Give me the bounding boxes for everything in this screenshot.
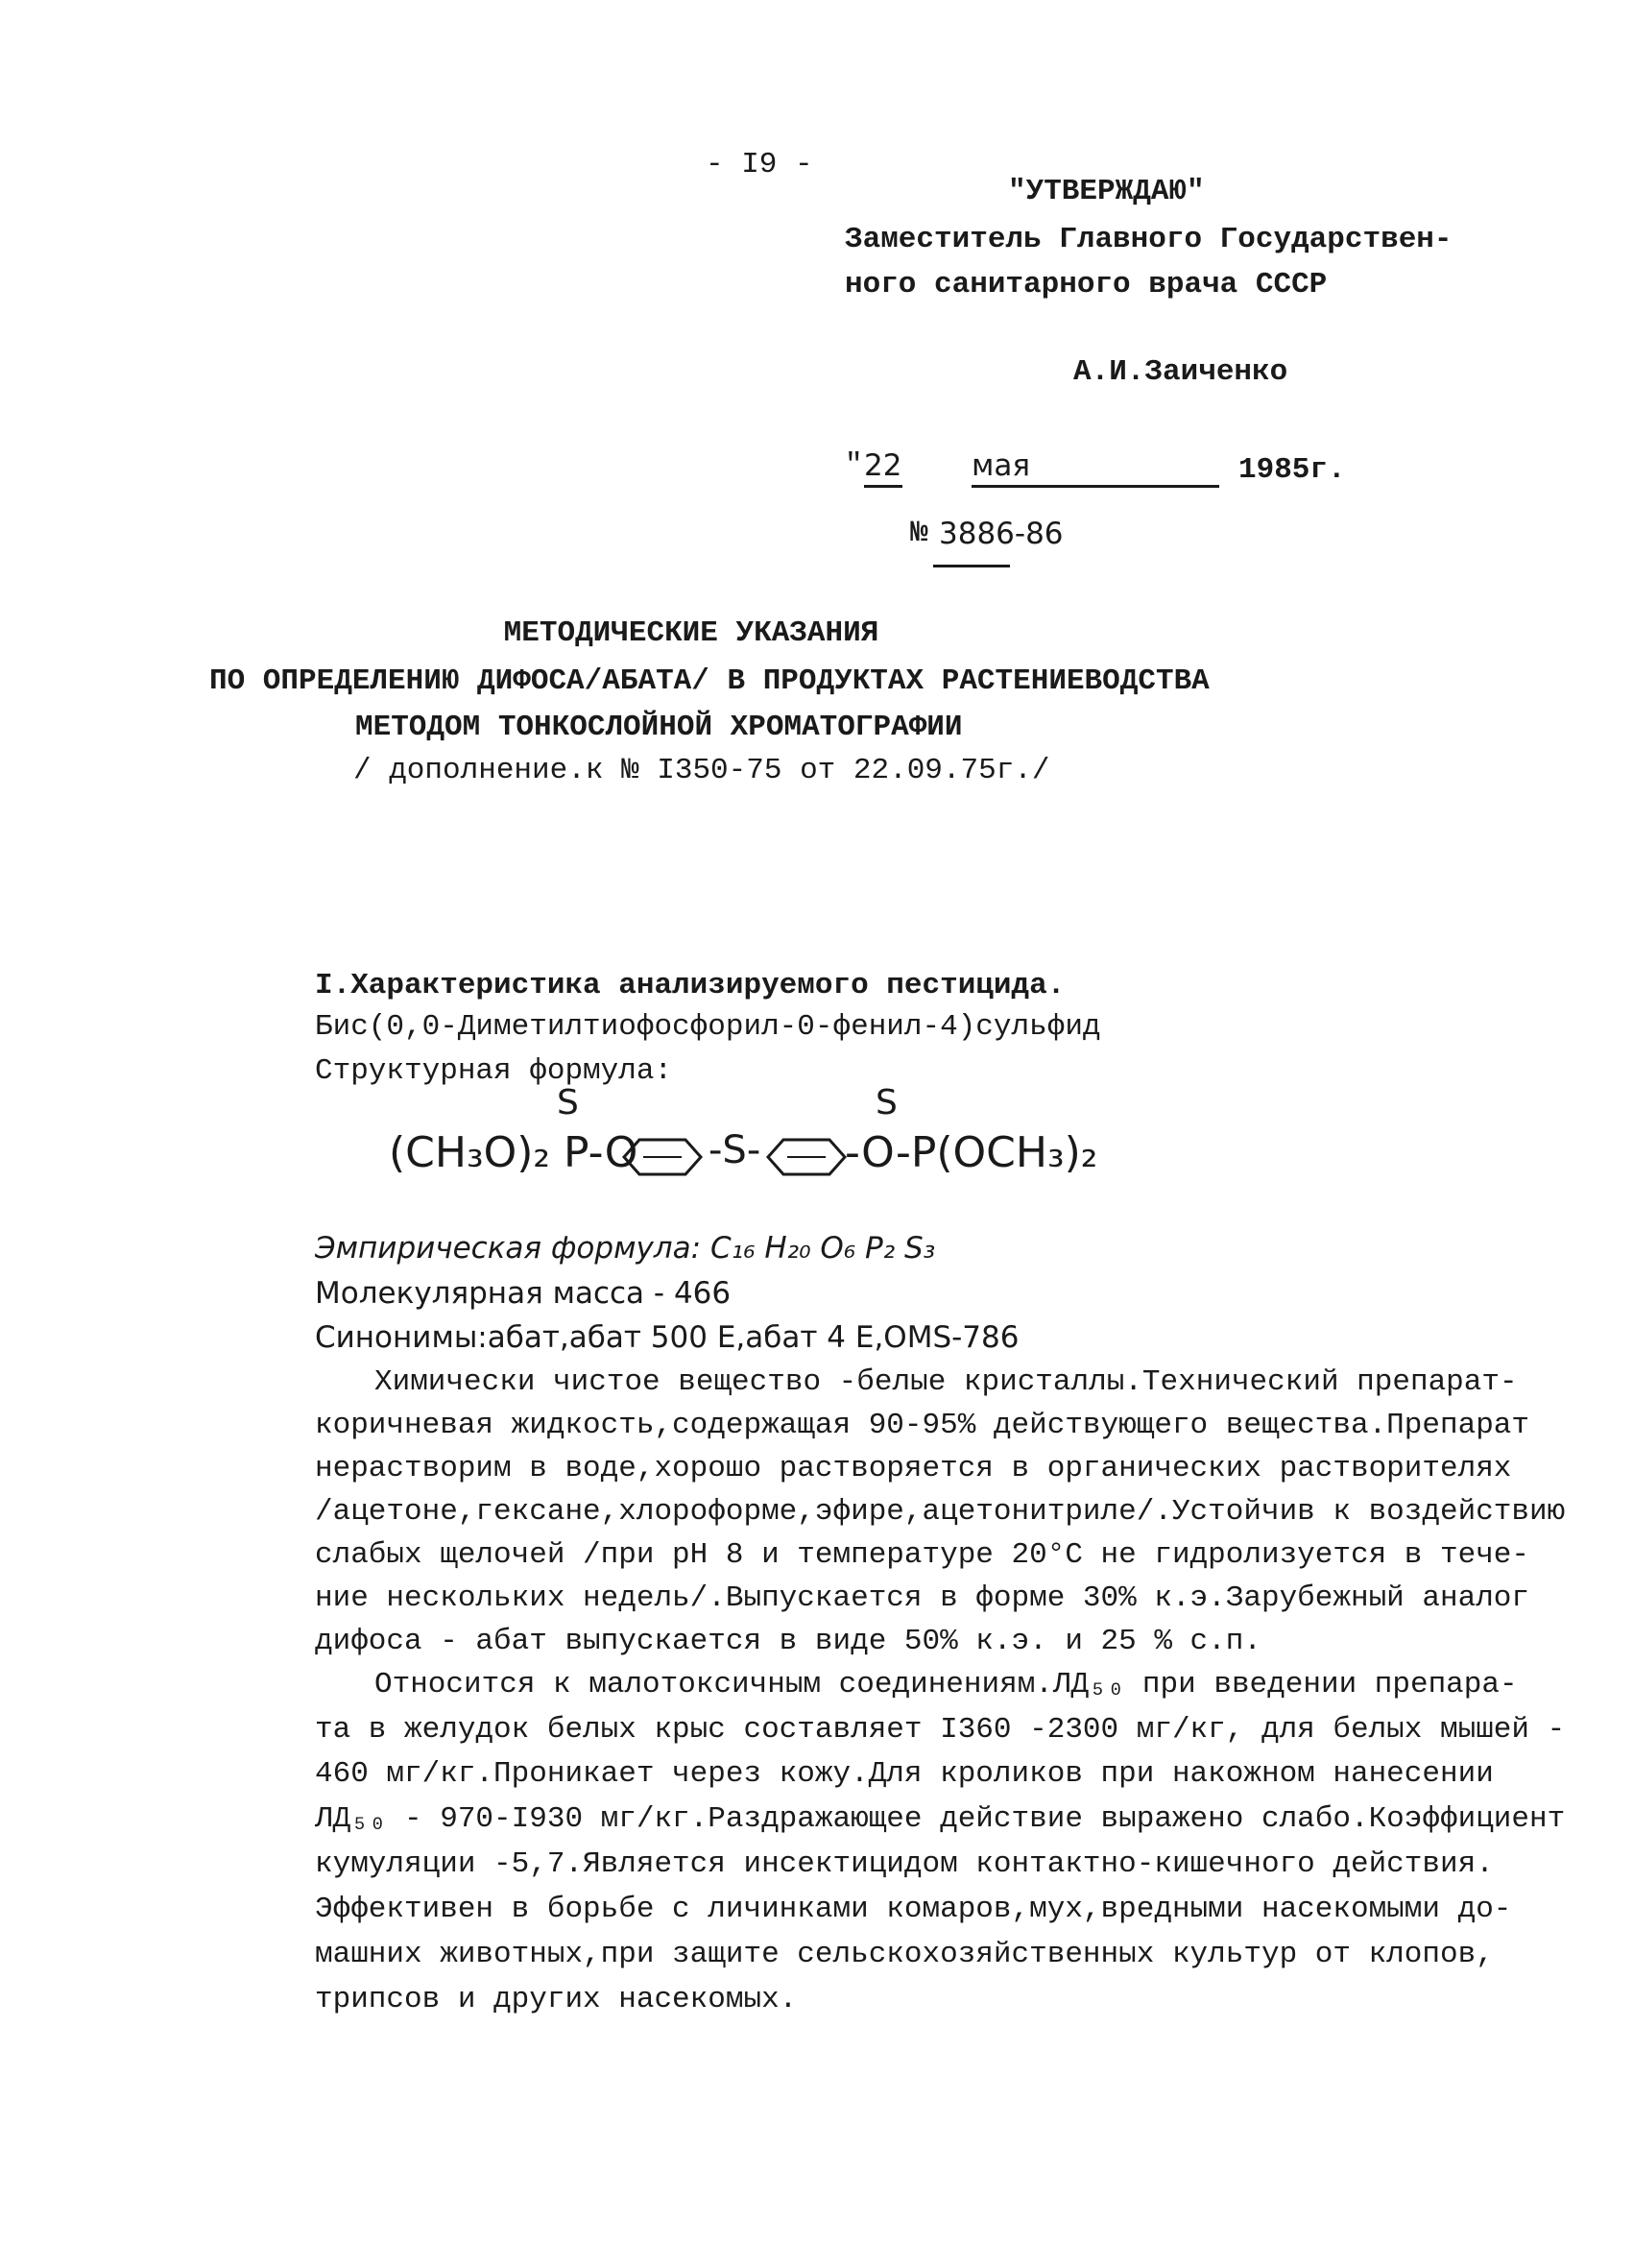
approval-date-quote: " [845, 448, 863, 482]
paragraph1-line: коричневая жидкость,содержащая 90-95% действующего вещества.Препарат [315, 1409, 1530, 1442]
section-heading: I.Характеристика анализируемого пестицида. [315, 969, 1066, 1002]
paragraph2-line: Относится к малотоксичным соединениям.ЛД₅₀ при введении препара- [374, 1668, 1518, 1701]
approval-position-line1: Заместитель Главного Государствен- [845, 223, 1453, 256]
paragraph1-line: /ацетоне,гексане,хлороформе,эфире,ацетонитриле/.Устойчив к воздействию [315, 1495, 1566, 1529]
formula-mid: -S- [708, 1128, 761, 1172]
paragraph1-line: ние нескольких недель/.Выпускается в форме 30% к.э.Зарубежный аналог [315, 1581, 1530, 1615]
approval-date-day: 22 [864, 446, 902, 488]
approval-number-sign: № [910, 517, 928, 550]
paragraph2-line: трипсов и других насекомых. [315, 1983, 798, 2016]
approval-number: 3886-86 [939, 517, 1064, 551]
paragraph2-line: та в желудок белых крыс составляет I360 -2300 мг/кг, для белых мышей - [315, 1713, 1566, 1747]
paragraph2-line: ЛД₅₀ - 970-I930 мг/кг.Раздражающее действие выражено слабо.Коэффициент [315, 1802, 1566, 1836]
paragraph2-line: Эффективен в борьбе с личинками комаров,мух,вредными насекомыми до- [315, 1893, 1512, 1926]
empirical-formula: C₁₆ H₂₀ O₆ P₂ S₃ [710, 1231, 936, 1266]
approval-signatory: А.И.Заиченко [1073, 355, 1288, 389]
paragraph1-line: слабых щелочей /при рН 8 и температуре 20°С не гидролизуется в тече- [315, 1538, 1530, 1572]
structural-formula-label: Структурная формула: [315, 1054, 673, 1088]
page-number: - I9 - [706, 148, 813, 181]
title-line4: / дополнение.к № I350-75 от 22.09.75г./ [353, 754, 1050, 787]
synonyms: Синонимы:абат,абат 500 Е,абат 4 Е,ОМS-786 [315, 1320, 1020, 1355]
approval-stamp: "УТВЕРЖДАЮ" [1008, 175, 1205, 208]
formula-s1: S [557, 1083, 579, 1122]
chemical-name: Бис(0,0-Диметилтиофосфорил-0-фенил-4)сульфид [315, 1010, 1101, 1044]
title-line2: ПО ОПРЕДЕЛЕНИЮ ДИФОСА/АБАТА/ В ПРОДУКТАХ РАСТЕНИЕВОДСТВА [209, 664, 1210, 698]
approval-date-month: мая [972, 446, 1219, 488]
paragraph2-line: 460 мг/кг.Проникает через кожу.Для кроликов при накожном нанесении [315, 1757, 1494, 1791]
benzene-ring-2 [758, 1136, 854, 1178]
formula-s2: S [876, 1083, 898, 1122]
approval-position-line2: ного санитарного врача СССР [845, 268, 1328, 302]
paragraph1-line: дифоса - абат выпускается в виде 50% к.э. и 25 % с.п. [315, 1625, 1261, 1658]
approval-number-underline [933, 565, 1010, 567]
empirical-label: Эмпирическая формула: [315, 1231, 702, 1266]
benzene-ring-1 [614, 1136, 710, 1178]
paragraph2-line: машних животных,при защите сельскохозяйственных культур от клопов, [315, 1938, 1494, 1971]
formula-left: (CH₃O)₂ P-O [389, 1128, 638, 1177]
title-line1: МЕТОДИЧЕСКИЕ УКАЗАНИЯ [503, 616, 879, 650]
formula-right: -O-P(OCH₃)₂ [845, 1128, 1098, 1177]
paragraph1-line: нерастворим в воде,хорошо растворяется в органических растворителях [315, 1452, 1512, 1485]
title-line3: МЕТОДОМ ТОНКОСЛОЙНОЙ ХРОМАТОГРАФИИ [355, 711, 963, 744]
approval-date-year: 1985г. [1238, 453, 1346, 487]
molecular-mass: Молекулярная масса - 466 [315, 1276, 732, 1311]
paragraph2-line: кумуляции -5,7.Является инсектицидом контактно-кишечного действия. [315, 1847, 1494, 1881]
paragraph1-line: Химически чистое вещество -белые кристаллы.Технический препарат- [374, 1365, 1518, 1399]
